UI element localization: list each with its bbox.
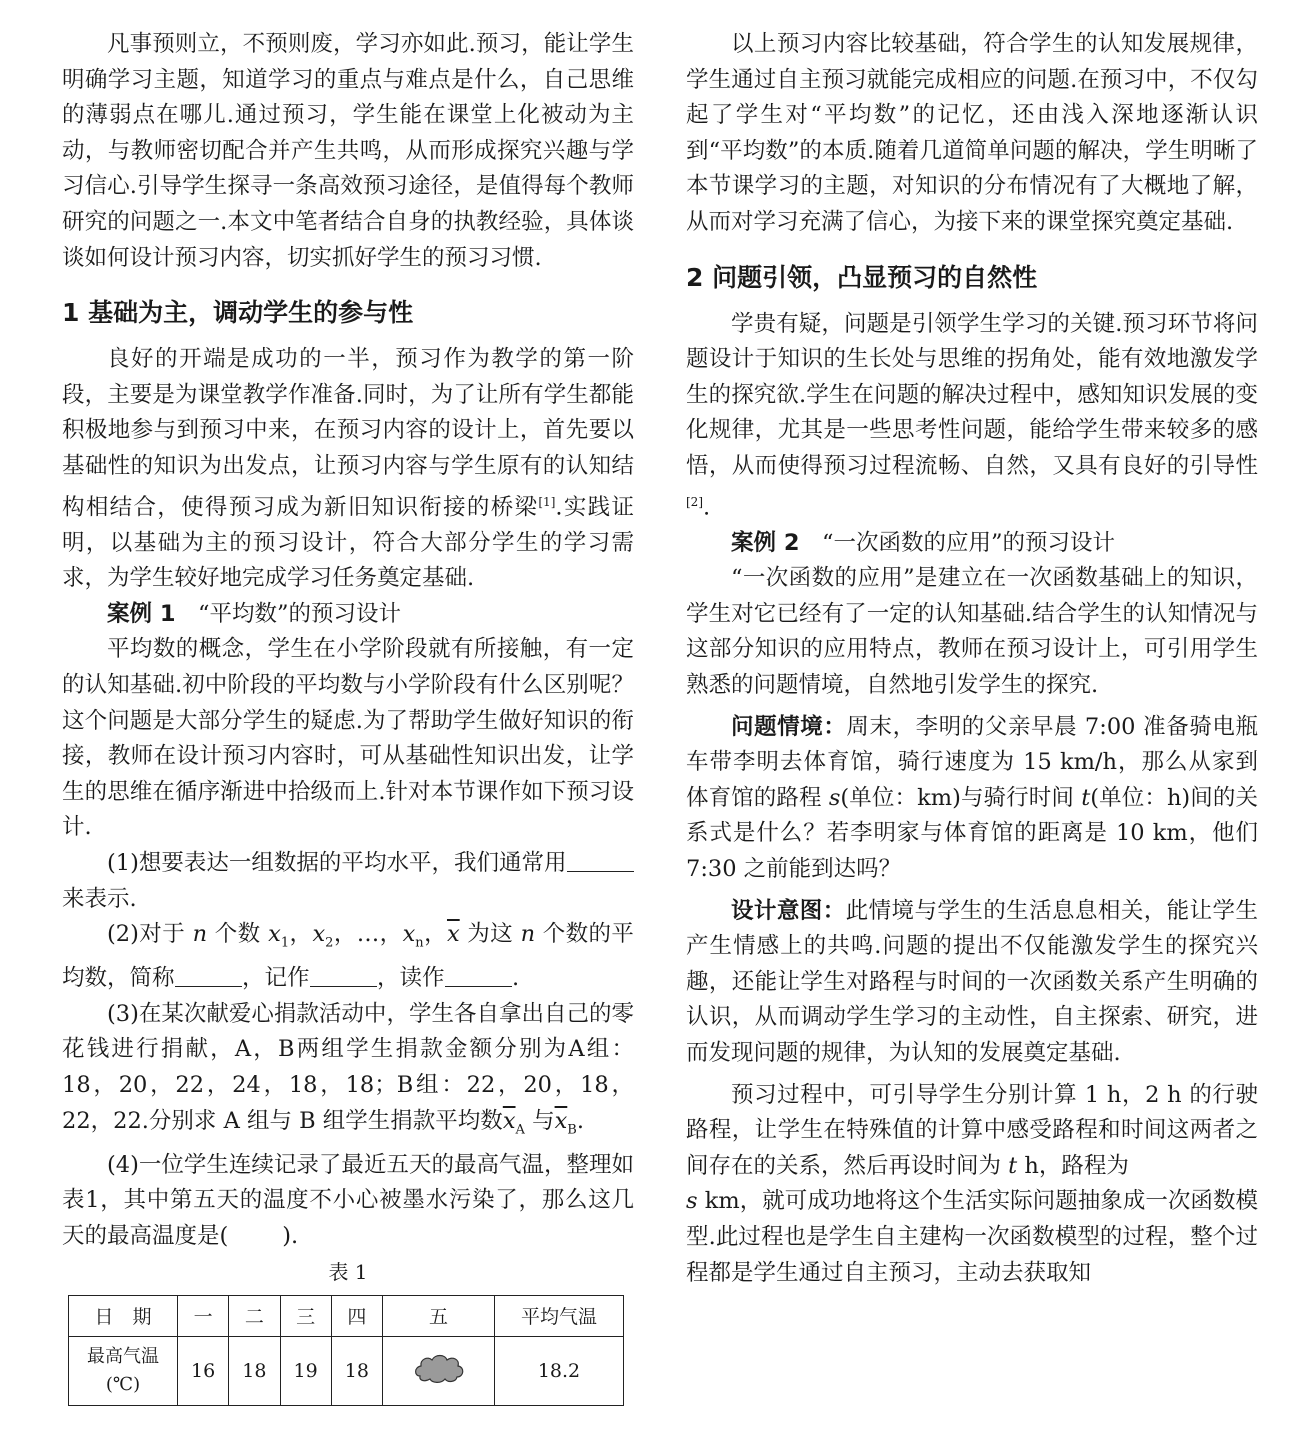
var-x: x [312,921,326,948]
sub-1: 1 [280,935,290,951]
table-header-cell: 日 期 [69,1295,178,1336]
sep: ， [333,921,357,948]
situation-text-a: 周末，李明的父亲早晨 7:00 准备骑电瓶车带李明去体育馆，骑行速度为 15 km/h，那么从家到体育馆的路程 [686,713,1258,811]
row-label-1: 最高气温 [87,1345,159,1367]
situation-text-c: (单位：h)间的关系式是什么？若李明家与体育馆的距离是 10 km，他们 7:30 之前能到达吗？ [686,784,1259,882]
var-s: s [828,784,841,811]
intent-label: 设计意图： [731,897,846,924]
var-x: x [268,921,281,948]
sep: ， [379,921,403,948]
problem-situation [686,710,1258,888]
situation-text-b: (单位：km)与骑行时间 [840,784,1074,811]
question-2 [62,917,634,997]
var-s: s [686,1188,698,1215]
q4-text-b: ). [282,1222,299,1249]
right-column [686,27,1258,1291]
table-cell-average: 18.2 [495,1336,624,1405]
table-caption: 表 1 [328,1259,368,1284]
case-2-paragraph: “一次函数的应用”是建立在一次函数基础上的知识，学生对它已经有了一定的认知基础.结合学生的认知情况与这部分知识的应用特点，教师在预习设计上，可引用学生熟悉的问题情境，自然地引发学生的探究. [686,565,1258,698]
case-1-title [62,597,634,633]
q2-text-b: 个数 [214,921,261,948]
situation-label: 问题情境： [731,713,847,740]
design-intent [686,894,1258,1072]
table-row [69,1336,624,1405]
process-paragraph [686,1078,1258,1292]
question-1 [62,846,634,917]
question-1-text-a: (1)想要表达一组数据的平均水平，我们通常用 [107,849,567,876]
q2-text-d: 个数的平均数，简称 [62,921,634,992]
section-2-text-b: . [703,494,711,521]
ink-stain-cell [383,1336,495,1405]
section-1-text-a: 良好的开端是成功的一半，预习作为教学的第一阶段，主要是为课堂教学作准备.同时，为了让所有学生都能积极地参与到预习中来，在预习内容的设计上，首先要以基础性的知识为出发点，让预习内容与学生原有的认知结构相结合，使得预习成为新旧知识衔接的桥梁 [62,346,634,521]
q3-end: . [576,1107,584,1134]
var-n: n [192,921,208,948]
question-1-text-b: 来表示. [62,885,137,912]
q2-text-g: . [512,965,520,992]
section-1-heading: 1 基础为主，调动学生的参与性 [62,298,414,328]
var-n: n [520,921,536,948]
sub-a: A [515,1122,525,1138]
reference-1: [1] [538,494,556,509]
section-2-heading: 2 问题引领，凸显预习的自然性 [686,262,1038,292]
table-cell: 16 [178,1336,229,1405]
q2-text-f: ，读作 [377,965,445,992]
sep: ， [423,921,447,948]
row-label-cell [69,1336,178,1405]
case-2-name: “一次函数的应用”的预习设计 [822,529,1116,556]
ellipsis: … [356,921,380,948]
answer-blank [567,848,635,872]
section-2-text-a: 学贵有疑，问题是引领学生学习的关键.预习环节将问题设计于知识的生长处与思维的拐角处，能有效地激发学生的探究欲.学生在问题的解决过程中，感知知识发展的变化规律，尤其是一些思考性问题，能给学生带来较多的感悟，从而使得预习过程流畅、自然，又具有良好的引导性 [686,310,1258,479]
answer-blank [310,964,378,988]
table-cell: 19 [280,1336,331,1405]
sub-n: n [415,935,424,951]
var-x-bar: $\overline{x}$ [502,1107,516,1134]
table-header-cell: 三 [280,1295,331,1336]
row-label-2: (℃) [105,1373,141,1395]
q2-text-a: (2)对于 [107,921,186,948]
table-header-cell: 二 [229,1295,280,1336]
process-text-c: km，就可成功地将这个生活实际问题抽象成一次函数模型.此过程也是学生自主建构一次函数模型的过程，整个过程都是学生通过自主预习，主动去获取知 [686,1188,1258,1286]
question-3 [62,997,634,1148]
var-x-bar: $\overline{x}$ [446,921,460,948]
section-1-text-b: .实践证明，以基础为主的预习设计，符合大部分学生的学习需求，为学生较好地完成学习任务奠定基础. [62,494,634,592]
question-4 [62,1148,634,1255]
var-x-bar: $\overline{x}$ [554,1107,568,1134]
reference-2: [2] [686,494,703,509]
section-2-paragraph [686,307,1258,526]
q3-and: 与 [532,1107,555,1134]
answer-blank [445,964,513,988]
case-1-name: “平均数”的预习设计 [198,600,402,627]
answer-blank [175,964,243,988]
sub-b: B [567,1122,577,1138]
q2-text-e: ，记作 [242,965,310,992]
var-t: t [1008,1152,1018,1179]
section-1-paragraph [62,342,634,597]
var-t: t [1081,784,1091,811]
table-header-cell: 一 [178,1295,229,1336]
q4-text-a: (4)一位学生连续记录了最近五天的最高气温，整理如表1，其中第五天的温度不小心被墨水污染了，那么这几天的最高温度是( [62,1151,634,1249]
table-cell: 18 [331,1336,382,1405]
intro-paragraph: 凡事预则立，不预则废，学习亦如此.预习，能让学生明确学习主题，知道学习的重点与难点是什么，自己思维的薄弱点在哪儿.通过预习，学生能在课堂上化被动为主动，与教师密切配合并产生共鸣，从而形成探究兴趣与学习信心.引导学生探寻一条高效预习途径，是值得每个教师研究的问题之一.本文中笔者结合自身的执教经验，具体谈谈如何设计预习内容，切实抓好学生的预习习惯. [62,31,634,271]
table-header-cell: 五 [383,1295,495,1336]
table-cell: 18 [229,1336,280,1405]
case-1-label: 案例 1 [107,600,176,627]
case-1-paragraph: 平均数的概念，学生在小学阶段就有所接触，有一定的认知基础.初中阶段的平均数与小学阶段有什么区别呢？这个问题是大部分学生的疑虑.为了帮助学生做好知识的衔接，教师在设计预习内容时，可从基础性知识出发，让学生的思维在循序渐进中拾级而上.针对本节课作如下预习设计. [62,636,634,841]
intent-text: 此情境与学生的生活息息相关，能让学生产生情感上的共鸣.问题的提出不仅能激发学生的探究兴趣，还能让学生对路程与时间的一次函数关系产生明确的认识，从而调动学生学习的主动性，自主探索、研究，进而发现问题的规律，为认知的发展奠定基础. [686,897,1258,1066]
case-2-label: 案例 2 [731,529,800,556]
temperature-table [68,1295,624,1406]
table-header-cell: 平均气温 [495,1295,624,1336]
table-header-row [69,1295,624,1336]
table-header-cell: 四 [331,1295,382,1336]
process-text-a: 预习过程中，可引导学生分别计算 1 h，2 h 的行驶路程，让学生在特殊值的计算中感受路程和时间这两者之间存在的关系，然后再设时间为 [686,1081,1258,1179]
q3-text-a: (3)在某次献爱心捐款活动中，学生各自拿出自己的零花钱进行捐献，A，B两组学生捐款金额分别为A组：18，20，22，24，18，18；B组：22，20，18，22，22.分别求 A 组与 B 组学生捐款平均数 [62,1000,634,1134]
sub-2: 2 [325,935,334,951]
ink-stain-icon [412,1350,466,1386]
sep: ， [289,921,313,948]
q2-text-c: 为这 [467,921,514,948]
process-text-b: h，路程为 [1024,1152,1129,1179]
var-x: x [402,921,416,948]
case-2-title [686,526,1258,562]
summary-paragraph: 以上预习内容比较基础，符合学生的认知发展规律，学生通过自主预习就能完成相应的问题.在预习中，不仅勾起了学生对“平均数”的记忆，还由浅入深地逐渐认识到“平均数”的本质.随着几道简单问题的解决，学生明晰了本节课学习的主题，对知识的分布情况有了大概地了解，从而对学习充满了信心，为接下来的课堂探究奠定基础. [686,31,1258,235]
left-column [62,27,634,1406]
